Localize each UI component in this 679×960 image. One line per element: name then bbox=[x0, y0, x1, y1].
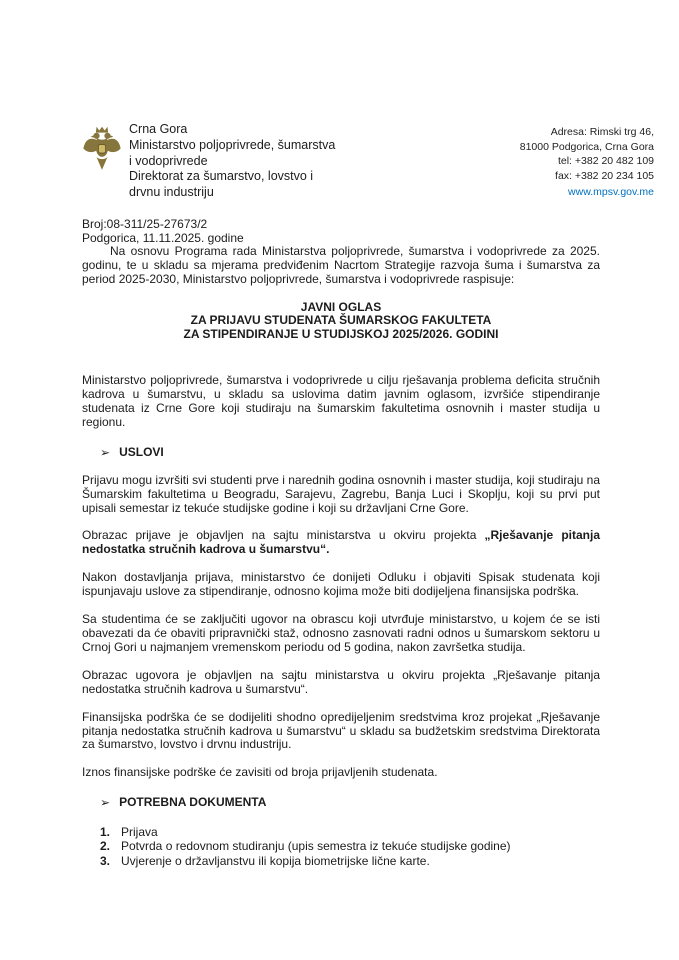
org-country-name: Crna Gora bbox=[129, 122, 188, 136]
list-item bbox=[82, 825, 600, 839]
body-paragraph-5: Sa studentima će se zaključiti ugovor na obrascu koji utvrđuje ministarstvo, u kojem će se isti obavezati da će obaviti pripravnički staž, odnosno zasnovati radni odnos u šumarskom sektoru u Crnoj Gori u najmanjem vremenskom periodu od 5 godina, nakon završetka studija. bbox=[82, 612, 600, 654]
body-paragraph-6: Obrazac ugovora je objavljen na sajtu ministarstva u okviru projekta „Rješavanje pitanja nedostatka stručnih kadrova u šumarstvu“. bbox=[82, 667, 600, 696]
address-line1: Adresa: Rimski trg 46, bbox=[550, 126, 654, 138]
required-documents-list bbox=[82, 825, 600, 868]
body-paragraph-3 bbox=[82, 529, 600, 557]
reference-number: Broj:08-311/25-27673/2 bbox=[82, 216, 208, 231]
arrow-bullet-icon: ➢ bbox=[100, 445, 111, 460]
section-heading-uslovi bbox=[82, 446, 600, 460]
place-and-date: Podgorica, 11.11.2025. godine bbox=[82, 230, 244, 245]
title-line-3: ZA STIPENDIRANJE U STUDIJSKOJ 2025/2026. GODINI bbox=[183, 326, 499, 341]
reference-block bbox=[82, 217, 600, 245]
body-paragraph-4: Nakon dostavljanja prijava, ministarstvo će donijeti Odluku i objaviti Spisak studenata koji ispunjavaju uslove za stipendiranje, odnosno kojima može biti dodijeljena finansijska podrška. bbox=[82, 570, 600, 599]
list-item bbox=[82, 854, 600, 868]
paragraph-3-normal-text: Obrazac prijave je objavljen na sajtu ministarstva u okviru projekta bbox=[82, 528, 485, 543]
org-ministry-line2: i vodoprivrede bbox=[129, 153, 208, 168]
body-paragraph-7: Finansijska podrška će se dodijeliti shodno opredijeljenim sredstvima kroz projekat „Rješavanje pitanja nedostatka stručnih kadrova u šumarstvu“ u skladu sa budžetskim sredstvima Direktorata za šumarstvo, lovstvo i drvnu industriju. bbox=[82, 709, 600, 752]
section-heading-dokumenta-label: POTREBNA DOKUMENTA bbox=[119, 795, 267, 810]
list-item-number: 2. bbox=[100, 839, 111, 854]
org-identity-block bbox=[82, 122, 335, 201]
title-line-2: ZA PRIJAVU STUDENATA ŠUMARSKOG FAKULTETA bbox=[190, 313, 492, 328]
paragraph-3-bold-text: „Rješavanje pitanja nedostatka stručnih kadrova u šumarstvu“. bbox=[82, 528, 600, 557]
body-paragraph-8: Iznos finansijske podrške će zavisiti od broja prijavljenih studenata. bbox=[82, 765, 438, 780]
org-name-block bbox=[129, 122, 335, 201]
coat-of-arms-logo-icon bbox=[82, 122, 122, 201]
contact-block bbox=[520, 122, 654, 201]
org-directorate-line1: Direktorat za šumarstvo, lovstvo i bbox=[129, 169, 314, 184]
list-item-number: 1. bbox=[100, 825, 111, 840]
body-paragraph-1: Ministarstvo poljoprivrede, šumarstva i vodoprivrede u cilju rješavanja problema deficita stručnih kadrova u šumarstvu, u skladu sa uslovima datim javnim oglasom, izvršiće stipendiranje studenata iz Crne Gore koji studiraju na šumarskim fakultetima osnovnih i master studija u regionu. bbox=[82, 373, 600, 429]
intro-paragraph: Na osnovu Programa rada Ministarstva poljoprivrede, šumarstva i vodoprivrede za 2025. godinu, te u skladu sa mjerama predviđenim Nacrtom Strategije razvoja šuma i šumarstva za period 2025-2030, Ministarstvo poljoprivrede, šumarstva i vodoprivrede raspisuje: bbox=[82, 243, 600, 286]
list-item-text: Prijava bbox=[121, 825, 158, 840]
section-heading-uslovi-label: USLOVI bbox=[119, 444, 164, 459]
list-item-text: Potvrda o redovnom studiranju (upis semestra iz tekuće studijske godine) bbox=[121, 839, 511, 854]
arrow-bullet-icon: ➢ bbox=[100, 795, 111, 810]
list-item bbox=[82, 839, 600, 853]
list-item-text: Uvjerenje o državljanstvu ili kopija biometrijske lične karte. bbox=[121, 853, 430, 868]
body-paragraph-2: Prijavu mogu izvršiti svi studenti prve i narednih godina osnovnih i master studija, koji studiraju na Šumarskim fakultetima u Beogradu, Sarajevu, Zagrebu, Banja Luci i Skoplju, koji su prvi put upisali semestar iz tekuće studijske godine i koji su državljani Crne Gore. bbox=[82, 472, 600, 515]
org-directorate-line2: drvnu industriju bbox=[129, 185, 214, 200]
document-title bbox=[82, 301, 600, 342]
address-line2: 81000 Podgorica, Crna Gora bbox=[519, 140, 654, 153]
list-item-number: 3. bbox=[100, 853, 111, 868]
phone-line: tel: +382 20 482 109 bbox=[557, 155, 654, 168]
title-line-1: JAVNI OGLAS bbox=[300, 299, 382, 314]
section-heading-dokumenta bbox=[82, 796, 600, 810]
letterhead bbox=[82, 122, 654, 201]
document-body bbox=[82, 245, 600, 868]
website-link[interactable]: www.mpsv.gov.me bbox=[568, 186, 654, 199]
fax-line: fax: +382 20 234 105 bbox=[555, 169, 654, 182]
org-ministry-line1: Ministarstvo poljoprivrede, šumarstva bbox=[129, 137, 336, 152]
